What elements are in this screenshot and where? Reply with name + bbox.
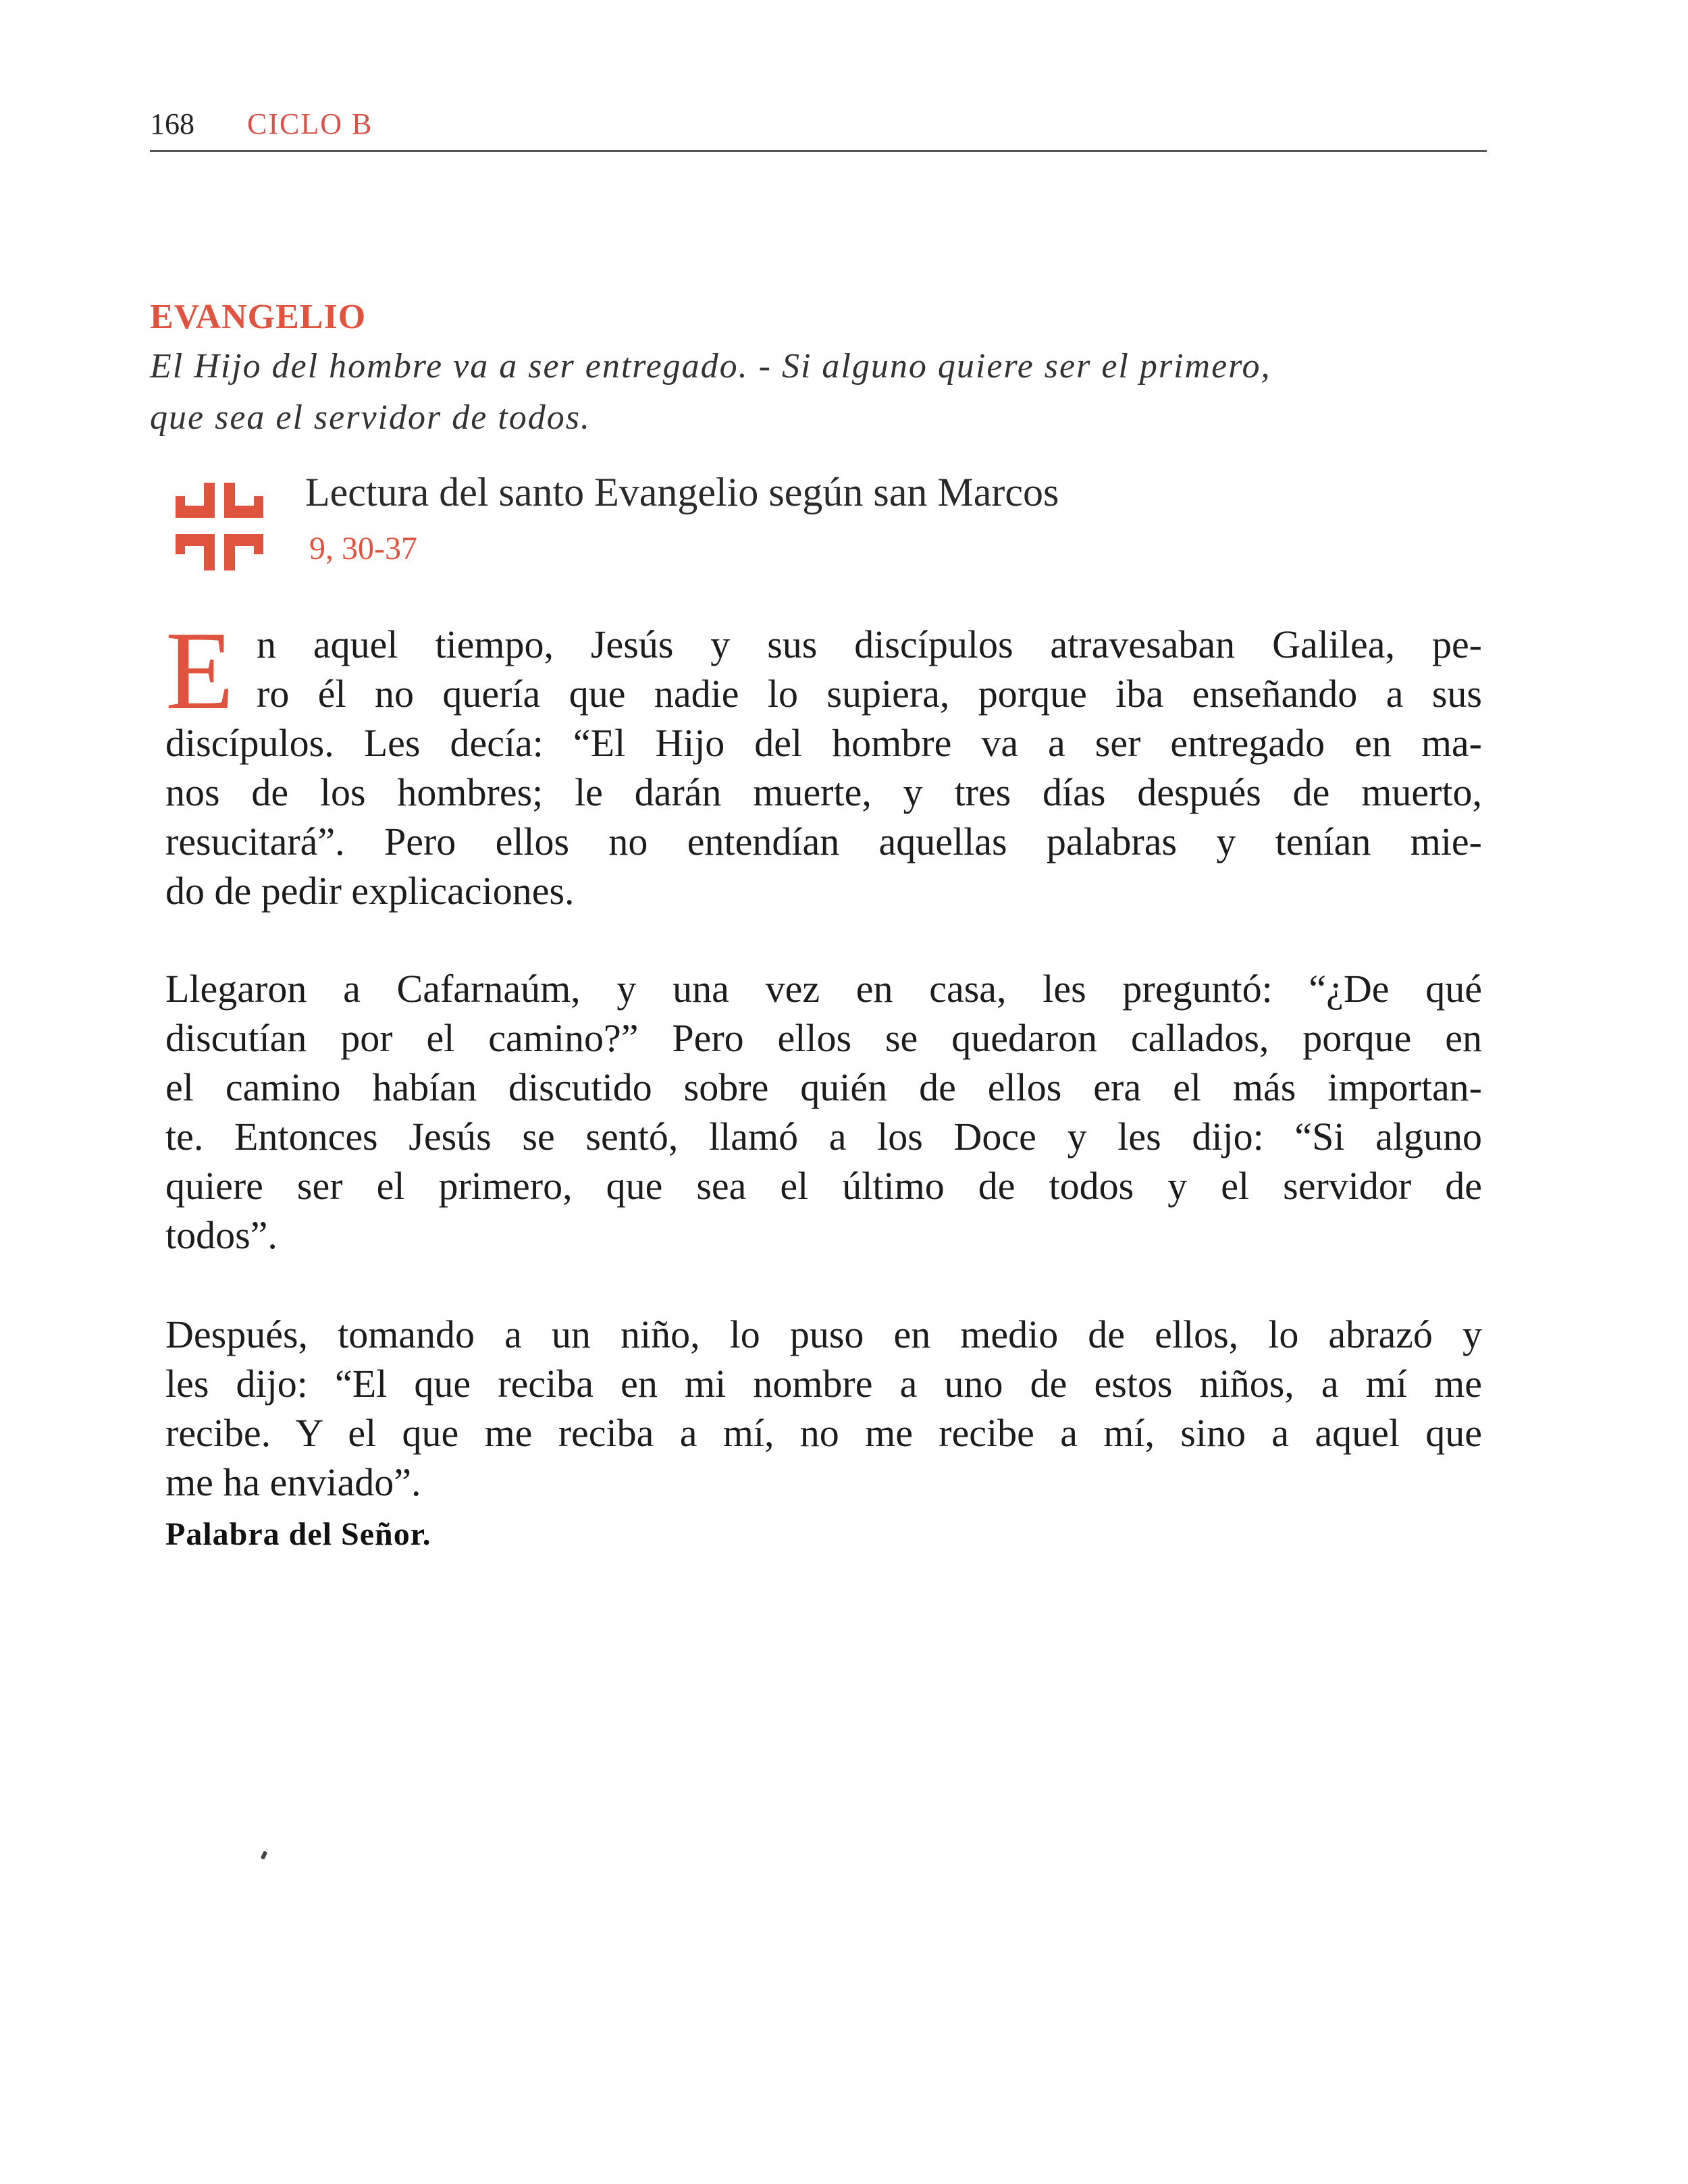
drop-cap: E [165, 608, 234, 733]
text-line: les dijo: “El que reciba en mi nombre a uno de estos niños, a mí me [165, 1362, 1482, 1406]
text-line: te. Entonces Jesús se sentó, llamó a los Doce y les dijo: “Si alguno [165, 1115, 1482, 1158]
reading-reference: 9, 30-37 [309, 531, 417, 566]
text-line: Después, tomando a un niño, lo puso en medio de ellos, lo abrazó y [165, 1312, 1482, 1356]
text-line: me ha enviado”. [165, 1460, 421, 1504]
page-number: 168 [150, 107, 194, 140]
text-line: recibe. Y el que me reciba a mí, no me recibe a mí, sino a aquel que [165, 1411, 1482, 1455]
text-line: n aquel tiempo, Jesús y sus discípulos atravesaban Galilea, pe- [257, 622, 1482, 666]
paragraph-1 [165, 718, 1482, 915]
reading-intro: Lectura del santo Evangelio según san Marcos [305, 470, 1059, 514]
cycle-label: CICLO B [247, 107, 373, 140]
subtitle-line: El Hijo del hombre va a ser entregado. - Si alguno quiere ser el primero, [150, 347, 1271, 385]
text-line: Llegaron a Cafarnaúm, y una vez en casa, les preguntó: “¿De qué [165, 967, 1482, 1011]
section-subtitle [150, 341, 1487, 444]
text-line: quiere ser el primero, que sea el último de todos y el servidor de [165, 1164, 1482, 1208]
text-line: ro él no quería que nadie lo supiera, porque iba enseñando a sus [257, 672, 1482, 716]
text-line: nos de los hombres; le darán muerte, y tres días después de muerto, [165, 770, 1482, 814]
text-line: discutían por el camino?” Pero ellos se quedaron callados, porque en [165, 1016, 1482, 1060]
paragraph-1-indented [257, 620, 1482, 718]
text-line: el camino habían discutido sobre quién de ellos era el más importan- [165, 1065, 1482, 1109]
paragraph-3 [165, 1310, 1482, 1507]
text-line: do de pedir explicaciones. [165, 869, 575, 913]
jerusalem-cross-icon [169, 476, 270, 577]
header-rule [150, 150, 1487, 152]
text-line: todos”. [165, 1213, 278, 1257]
stray-ink-mark [261, 1850, 268, 1859]
subtitle-line: que sea el servidor de todos. [150, 398, 591, 437]
section-title: EVANGELIO [150, 298, 367, 336]
paragraph-2 [165, 964, 1482, 1260]
running-header [150, 101, 1487, 155]
closing-acclamation: Palabra del Señor. [165, 1516, 431, 1552]
text-line: discípulos. Les decía: “El Hijo del hombre va a ser entregado en ma- [165, 721, 1482, 765]
text-line: resucitará”. Pero ellos no entendían aquellas palabras y tenían mie- [165, 820, 1482, 863]
